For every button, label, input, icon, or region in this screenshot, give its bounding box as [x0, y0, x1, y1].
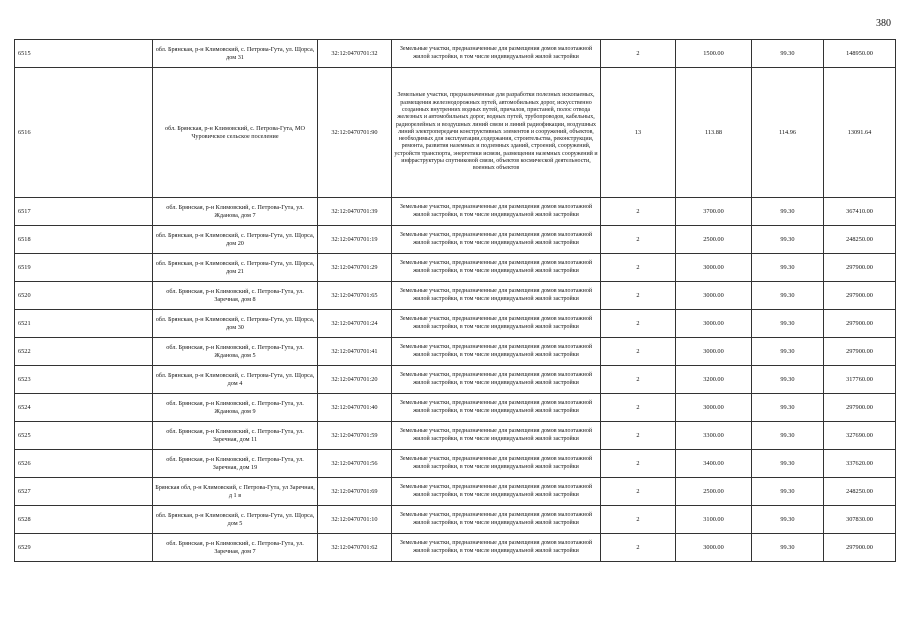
- land-purpose-cell: Земельные участки, предназначенные для размещения домов малоэтажной жилой застройки, в том числе индивидуальной жилой застройки: [392, 338, 601, 366]
- table-row: [15, 506, 896, 534]
- category-count-cell: 2: [601, 478, 676, 506]
- area-cell: 3200.00: [676, 366, 752, 394]
- land-purpose-cell: Земельные участки, предназначенные для размещения домов малоэтажной жилой застройки, в том числе индивидуальной жилой застройки: [392, 254, 601, 282]
- row-number: 6528: [15, 506, 153, 534]
- cadastral-number-cell: 32:12:0470701:39: [318, 198, 392, 226]
- rate-cell: 99.30: [752, 310, 824, 338]
- cadastral-number-cell: 32:12:0470701:59: [318, 422, 392, 450]
- row-number: 6525: [15, 422, 153, 450]
- area-cell: 113.88: [676, 68, 752, 198]
- area-cell: 3100.00: [676, 506, 752, 534]
- table-row: [15, 338, 896, 366]
- rate-cell: 99.30: [752, 366, 824, 394]
- land-purpose-cell: Земельные участки, предназначенные для размещения домов малоэтажной жилой застройки, в том числе индивидуальной жилой застройки: [392, 310, 601, 338]
- cadastral-number-cell: 32:12:0470701:40: [318, 394, 392, 422]
- address-cell: обл. Брянская, р-н Климовский, с. Петрова-Гута, ул. Жданова, дом 9: [153, 394, 318, 422]
- row-number: 6517: [15, 198, 153, 226]
- row-number: 6521: [15, 310, 153, 338]
- row-number: 6522: [15, 338, 153, 366]
- land-purpose-cell: Земельные участки, предназначенные для размещения домов малоэтажной жилой застройки, в том числе индивидуальной жилой застройки: [392, 450, 601, 478]
- cadastral-number-cell: 32:12:0470701:69: [318, 478, 392, 506]
- land-purpose-cell: Земельные участки, предназначенные для размещения домов малоэтажной жилой застройки, в том числе индивидуальной жилой застройки: [392, 394, 601, 422]
- cadastral-value-cell: 248250.00: [824, 226, 896, 254]
- address-cell: Брянская обл, р-н Климовский, с Петрова-Гута, ул Заречная, д 1 в: [153, 478, 318, 506]
- area-cell: 3700.00: [676, 198, 752, 226]
- row-number: 6524: [15, 394, 153, 422]
- cadastral-value-cell: 297900.00: [824, 282, 896, 310]
- address-cell: обл. Брянская, р-н Климовский, с. Петрова-Гута, ул. Щорса, дом 21: [153, 254, 318, 282]
- table-row: [15, 310, 896, 338]
- cadastral-value-cell: 327690.00: [824, 422, 896, 450]
- rate-cell: 99.30: [752, 226, 824, 254]
- cadastral-number-cell: 32:12:0470701:20: [318, 366, 392, 394]
- category-count-cell: 2: [601, 254, 676, 282]
- category-count-cell: 13: [601, 68, 676, 198]
- table-row: [15, 394, 896, 422]
- address-cell: обл. Брянская, р-н Климовский, с. Петрова-Гута, ул. Щорса, дом 4: [153, 366, 318, 394]
- table-row: [15, 68, 896, 198]
- cadastral-number-cell: 32:12:0470701:32: [318, 40, 392, 68]
- rate-cell: 99.30: [752, 40, 824, 68]
- table-row: [15, 254, 896, 282]
- category-count-cell: 2: [601, 450, 676, 478]
- address-cell: обл. Брянская, р-н Климовский, с. Петрова-Гута, ул. Щорса, дом 20: [153, 226, 318, 254]
- category-count-cell: 2: [601, 394, 676, 422]
- row-number: 6523: [15, 366, 153, 394]
- category-count-cell: 2: [601, 310, 676, 338]
- row-number: 6526: [15, 450, 153, 478]
- row-number: 6529: [15, 534, 153, 562]
- cadastral-value-cell: 297900.00: [824, 254, 896, 282]
- address-cell: обл. Брянская, р-н Климовский, с. Петрова-Гута, МО Чуровичское сельское поселение: [153, 68, 318, 198]
- area-cell: 1500.00: [676, 40, 752, 68]
- land-purpose-cell: Земельные участки, предназначенные для размещения домов малоэтажной жилой застройки, в том числе индивидуальной жилой застройки: [392, 226, 601, 254]
- cadastral-number-cell: 32:12:0470701:41: [318, 338, 392, 366]
- category-count-cell: 2: [601, 534, 676, 562]
- cadastral-value-cell: 297900.00: [824, 534, 896, 562]
- area-cell: 3000.00: [676, 338, 752, 366]
- rate-cell: 99.30: [752, 422, 824, 450]
- category-count-cell: 2: [601, 366, 676, 394]
- cadastral-number-cell: 32:12:0470701:90: [318, 68, 392, 198]
- area-cell: 2500.00: [676, 478, 752, 506]
- rate-cell: 99.30: [752, 338, 824, 366]
- land-purpose-cell: Земельные участки, предназначенные для размещения домов малоэтажной жилой застройки, в том числе индивидуальной жилой застройки: [392, 366, 601, 394]
- area-cell: 3000.00: [676, 254, 752, 282]
- land-purpose-cell: Земельные участки, предназначенные для размещения домов малоэтажной жилой застройки, в том числе индивидуальной жилой застройки: [392, 534, 601, 562]
- cadastral-value-cell: 248250.00: [824, 478, 896, 506]
- table-row: [15, 198, 896, 226]
- rate-cell: 99.30: [752, 450, 824, 478]
- cadastral-value-cell: 13091.64: [824, 68, 896, 198]
- address-cell: обл. Брянская, р-н Климовский, с. Петрова-Гута, ул. Щорса, дом 31: [153, 40, 318, 68]
- address-cell: обл. Брянская, р-н Климовский, с. Петрова-Гута, ул. Щорса, дом 30: [153, 310, 318, 338]
- table-row: [15, 366, 896, 394]
- land-purpose-cell: Земельные участки, предназначенные для разработки полезных ископаемых, размещения железнодорожных путей, автомобильных дорог, искусственно созданных внутренних водных путей, причалов, пристаней, полос отвода железных и автомобильных дорог, водных путей, трубопроводов, кабельных, радиорелейных и воздушных линий связи и линий радиофикации, воздушных линий электропередачи конструктивных элементов и сооружений, объектов, необходимых для эксплуатации,содержания, строительства, реконструкции, ремонта, развития наземных и подземных зданий, строений, сооружений, устройств транспорта, энергетики исвязи, размещения наземных сооружений и инфраструктуры спутниковой связи, объектов космической деятельности, военных объектов: [392, 68, 601, 198]
- category-count-cell: 2: [601, 40, 676, 68]
- cadastral-number-cell: 32:12:0470701:56: [318, 450, 392, 478]
- row-number: 6516: [15, 68, 153, 198]
- rate-cell: 99.30: [752, 506, 824, 534]
- cadastral-value-cell: 367410.00: [824, 198, 896, 226]
- address-cell: обл. Брянская, р-н Климовский, с. Петрова-Гута, ул. Заречная, дом 19: [153, 450, 318, 478]
- cadastral-number-cell: 32:12:0470701:62: [318, 534, 392, 562]
- land-purpose-cell: Земельные участки, предназначенные для размещения домов малоэтажной жилой застройки, в том числе индивидуальной жилой застройки: [392, 40, 601, 68]
- category-count-cell: 2: [601, 226, 676, 254]
- table-row: [15, 226, 896, 254]
- address-cell: обл. Брянская, р-н Климовский, с. Петрова-Гута, ул. Заречная, дом 11: [153, 422, 318, 450]
- cadastral-number-cell: 32:12:0470701:19: [318, 226, 392, 254]
- address-cell: обл. Брянская, р-н Климовский, с. Петрова-Гута, ул. Щорса, дом 5: [153, 506, 318, 534]
- table-row: [15, 282, 896, 310]
- row-number: 6519: [15, 254, 153, 282]
- area-cell: 3000.00: [676, 394, 752, 422]
- rate-cell: 99.30: [752, 198, 824, 226]
- category-count-cell: 2: [601, 282, 676, 310]
- table-row: [15, 40, 896, 68]
- address-cell: обл. Брянская, р-н Климовский, с. Петрова-Гута, ул. Заречная, дом 7: [153, 534, 318, 562]
- cadastral-number-cell: 32:12:0470701:65: [318, 282, 392, 310]
- cadastral-value-cell: 297900.00: [824, 338, 896, 366]
- category-count-cell: 2: [601, 198, 676, 226]
- rate-cell: 99.30: [752, 534, 824, 562]
- area-cell: 3000.00: [676, 310, 752, 338]
- rate-cell: 114.96: [752, 68, 824, 198]
- category-count-cell: 2: [601, 338, 676, 366]
- address-cell: обл. Брянская, р-н Климовский, с. Петрова-Гута, ул. Жданова, дом 7: [153, 198, 318, 226]
- cadastral-number-cell: 32:12:0470701:24: [318, 310, 392, 338]
- category-count-cell: 2: [601, 422, 676, 450]
- cadastral-value-cell: 337620.00: [824, 450, 896, 478]
- rate-cell: 99.30: [752, 394, 824, 422]
- category-count-cell: 2: [601, 506, 676, 534]
- rate-cell: 99.30: [752, 282, 824, 310]
- land-purpose-cell: Земельные участки, предназначенные для размещения домов малоэтажной жилой застройки, в том числе индивидуальной жилой застройки: [392, 506, 601, 534]
- address-cell: обл. Брянская, р-н Климовский, с. Петрова-Гута, ул. Жданова, дом 5: [153, 338, 318, 366]
- row-number: 6520: [15, 282, 153, 310]
- area-cell: 2500.00: [676, 226, 752, 254]
- land-registry-table: [14, 39, 896, 562]
- area-cell: 3300.00: [676, 422, 752, 450]
- land-purpose-cell: Земельные участки, предназначенные для размещения домов малоэтажной жилой застройки, в том числе индивидуальной жилой застройки: [392, 282, 601, 310]
- table-row: [15, 422, 896, 450]
- address-cell: обл. Брянская, р-н Климовский, с. Петрова-Гута, ул. Заречная, дом 8: [153, 282, 318, 310]
- area-cell: 3000.00: [676, 282, 752, 310]
- cadastral-number-cell: 32:12:0470701:10: [318, 506, 392, 534]
- table-row: [15, 534, 896, 562]
- land-purpose-cell: Земельные участки, предназначенные для размещения домов малоэтажной жилой застройки, в том числе индивидуальной жилой застройки: [392, 422, 601, 450]
- area-cell: 3000.00: [676, 534, 752, 562]
- row-number: 6527: [15, 478, 153, 506]
- area-cell: 3400.00: [676, 450, 752, 478]
- land-purpose-cell: Земельные участки, предназначенные для размещения домов малоэтажной жилой застройки, в том числе индивидуальной жилой застройки: [392, 478, 601, 506]
- page-number: 380: [876, 18, 891, 29]
- table-row: [15, 478, 896, 506]
- row-number: 6518: [15, 226, 153, 254]
- cadastral-value-cell: 297900.00: [824, 310, 896, 338]
- cadastral-number-cell: 32:12:0470701:29: [318, 254, 392, 282]
- cadastral-value-cell: 307830.00: [824, 506, 896, 534]
- cadastral-value-cell: 297900.00: [824, 394, 896, 422]
- land-purpose-cell: Земельные участки, предназначенные для размещения домов малоэтажной жилой застройки, в том числе индивидуальной жилой застройки: [392, 198, 601, 226]
- rate-cell: 99.30: [752, 254, 824, 282]
- cadastral-value-cell: 148950.00: [824, 40, 896, 68]
- table-row: [15, 450, 896, 478]
- rate-cell: 99.30: [752, 478, 824, 506]
- cadastral-value-cell: 317760.00: [824, 366, 896, 394]
- row-number: 6515: [15, 40, 153, 68]
